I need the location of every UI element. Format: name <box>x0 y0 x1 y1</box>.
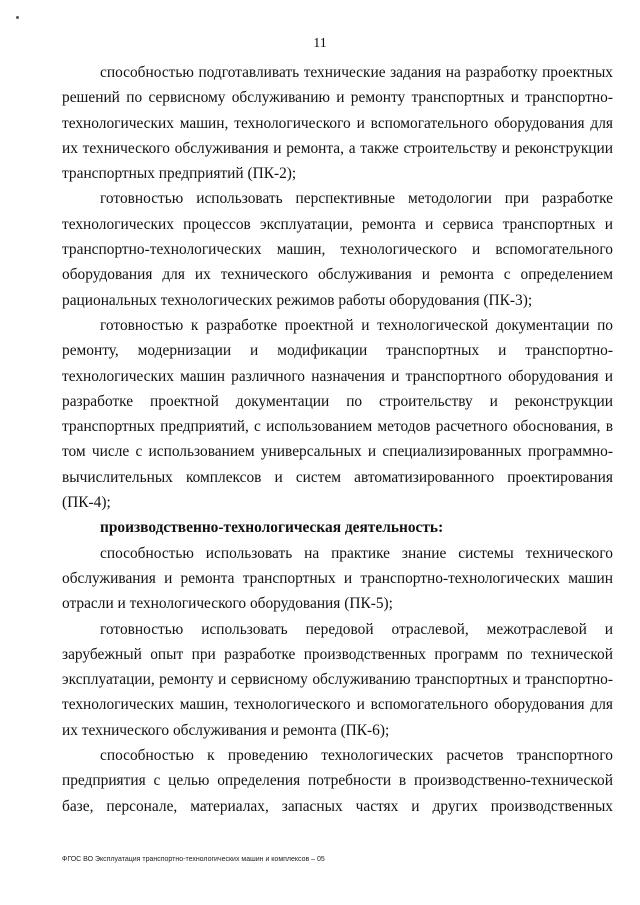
paragraph-pk4: готовностью к разработке проектной и технологической документации по ремонту, модернизации и модификации транспортных и транспортно-технологических машин различного назначения и транспортного оборудования и разработке проектной документации по строительству и реконструкции транспортных предприятий, с использованием методов расчетного обоснования, в том числе с использованием универсальных и специализированных программно-вычислительных комплексов и систем автоматизированного проектирования (ПК-4); <box>62 316 613 512</box>
paragraph-pk7-start: способностью к проведению технологических расчетов транспортного предприятия с целью определения потребности в производственно-технической базе, персонале, материалах, запасных частях и других производственных <box>62 747 613 815</box>
paragraph-pk3: готовностью использовать перспективные методологии при разработке технологических процессов эксплуатации, ремонта и сервиса транспортных и транспортно-технологических машин, технологического и вспомогательного оборудования для их технического обслуживания и ремонта с определением рациональных технологических режимов работы оборудования (ПК-3); <box>62 190 613 309</box>
footer-standard-title: ФГОС ВО Эксплуатация транспортно-технологических машин и комплексов – 05 <box>62 856 325 863</box>
paragraph-pk6: готовностью использовать передовой отраслевой, межотраслевой и зарубежный опыт при разработке производственных программ по технической эксплуатации, ремонту и сервисному обслуживанию транспортных и транспортно-технологических машин, технологического и вспомогательного оборудования для их технического обслуживания и ремонта (ПК-6); <box>62 620 613 739</box>
section-heading: производственно-технологическая деятельность: <box>100 519 444 537</box>
paragraph-pk5: способностью использовать на практике знание системы технического обслуживания и ремонта транспортных и транспортно-технологических машин отрасли и технологического оборудования (ПК-5); <box>62 544 613 613</box>
paragraph-pk2: способностью подготавливать технические задания на разработку проектных решений по сервисному обслуживанию и ремонту транспортных и транспортно-технологических машин, технологического и вспомогательного оборудования для их технического обслуживания и ремонта, а также строительству и реконструкции транспортных предприятий (ПК-2); <box>62 64 613 183</box>
scan-speck <box>16 16 19 19</box>
page-number: 11 <box>313 36 327 51</box>
body-text <box>62 60 613 819</box>
